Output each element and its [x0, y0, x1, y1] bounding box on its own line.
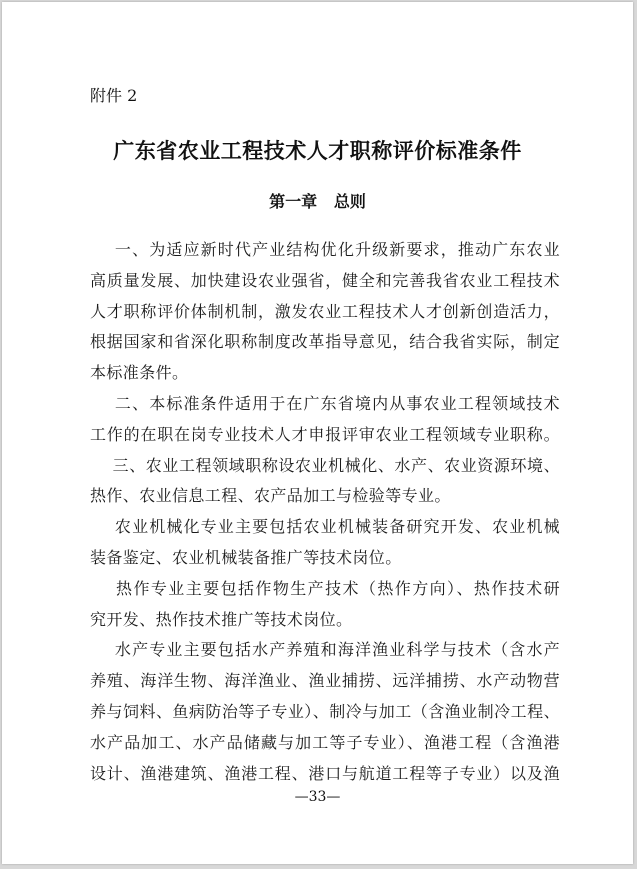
body-line: 高质量发展、加快建设农业强省，健全和完善我省农业工程技术 [90, 270, 560, 290]
chapter-heading: 第一章 总则 [269, 192, 366, 211]
body-line: 人才职称评价体制机制，激发农业工程技术人才创新创造活力， [90, 301, 560, 321]
body-line: 三、农业工程领域职称设农业机械化、水产、农业资源环境、 [90, 455, 560, 475]
body-line: 热作、农业信息工程、农产品加工与检验等专业。 [90, 486, 451, 506]
body-text [90, 235, 560, 789]
body-line: 究开发、热作技术推广等技术岗位。 [90, 609, 353, 629]
body-line: 热作专业主要包括作物生产技术（热作方向）、热作技术研 [90, 578, 560, 598]
page-number: —33— [294, 789, 341, 805]
body-line: 水产品加工、水产品储藏与加工等子专业）、渔港工程（含渔港 [90, 732, 560, 752]
body-line: 养与饲料、鱼病防治等子专业）、制冷与加工（含渔业制冷工程、 [90, 701, 560, 721]
document-title: 广东省农业工程技术人才职称评价标准条件 [113, 138, 522, 163]
document-page [2, 2, 633, 864]
body-line: 二、本标准条件适用于在广东省境内从事农业工程领域技术 [90, 393, 560, 413]
body-line: 一、为适应新时代产业结构优化升级新要求，推动广东农业 [90, 240, 560, 259]
body-line: 工作的在职在岗专业技术人才申报评审农业工程领域专业职称。 [90, 424, 560, 444]
body-line: 水产专业主要包括水产养殖和海洋渔业科学与技术（含水产 [90, 640, 560, 660]
body-line: 养殖、海洋生物、海洋渔业、渔业捕捞、远洋捕捞、水产动物营 [90, 671, 560, 691]
attachment-label: 附件 2 [90, 86, 138, 105]
body-line: 本标准条件。 [90, 363, 189, 383]
body-line: 装备鉴定、农业机械装备推广等技术岗位。 [90, 547, 402, 567]
body-line: 设计、渔港建筑、渔港工程、港口与航道工程等子专业）以及渔 [90, 763, 560, 783]
body-line: 根据国家和省深化职称制度改革指导意见，结合我省实际，制定 [90, 332, 560, 352]
body-line: 农业机械化专业主要包括农业机械装备研究开发、农业机械 [90, 517, 560, 537]
